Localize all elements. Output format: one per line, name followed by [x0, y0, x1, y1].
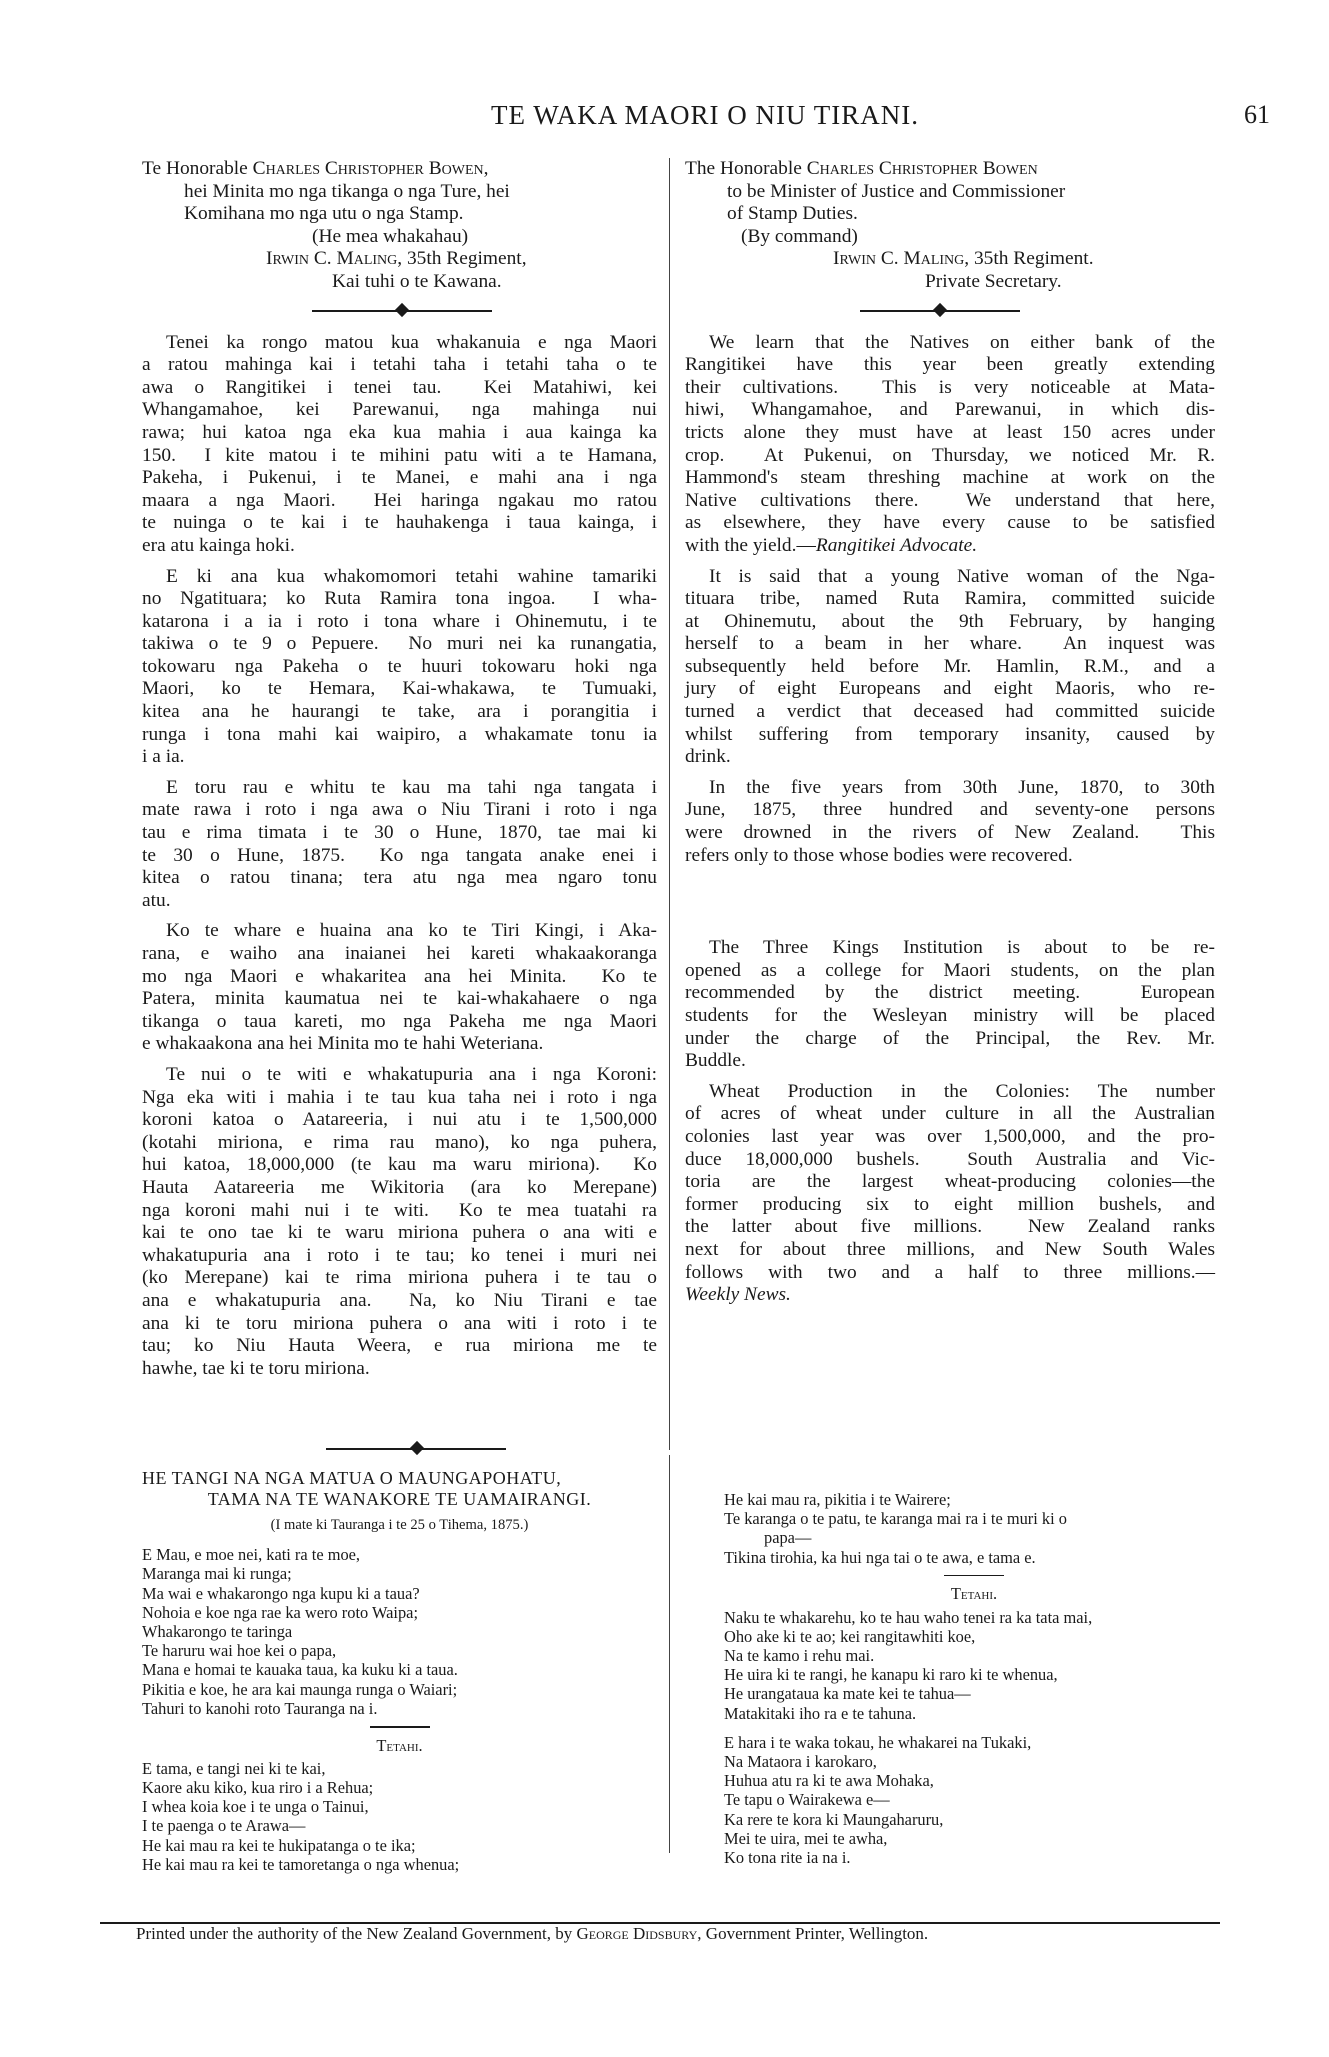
paragraph-line: Maori, ko te Hemara, Kai-whakawa, te Tumuaki,	[142, 678, 657, 700]
notice-name: Charles Christopher Bowen	[806, 158, 1038, 179]
notice-prefix: The Honorable	[685, 158, 807, 179]
paragraph-line: In the five years from 30th June, 1870, to 30th	[709, 776, 1215, 798]
paragraph-line: jury of eight Europeans and eight Maoris, who re-	[685, 678, 1215, 700]
right-paragraphs	[685, 332, 1215, 1307]
paragraph-line: nga koroni mahi nui i te witi. Ko te mea tuatahi ra	[142, 1199, 657, 1221]
short-rule	[370, 1726, 430, 1728]
column-divider-bottom	[669, 1455, 670, 1853]
paragraph-line: Nga eka witi i mahia i te tau kua taha nei i roto i nga	[142, 1086, 657, 1108]
poem-line: Tikina tirohia, ka hui nga tai o te awa, e tama e.	[724, 1547, 1036, 1567]
paragraph-line: awa o Rangitikei i tenei tau. Kei Matahiwi, kei	[142, 376, 657, 398]
paragraph-line: Native cultivations there. We understand that here,	[685, 489, 1215, 511]
notice-line: to be Minister of Justice and Commissioner	[727, 180, 1066, 202]
paragraph-line: subsequently held before Mr. Hamlin, R.M., and a	[685, 655, 1215, 677]
poem-line: Te tapu o Wairakewa e—	[724, 1790, 890, 1810]
notice-line: Komihana mo nga utu o nga Stamp.	[184, 203, 464, 225]
poem-line: I te paenga o te Arawa—	[142, 1816, 306, 1836]
paragraph-line: opened as a college for Maori students, on the plan	[685, 959, 1215, 981]
paragraph	[142, 1064, 657, 1380]
paragraph-line: Ko te whare e huaina ana ko te Tiri Kingi, i Aka-	[166, 920, 657, 942]
paragraph-line: Pakeha, i Pukenui, i te Manei, e mahi ana i nga	[142, 467, 657, 489]
paragraph-line: (ko Merepane) kai te rima miriona puhera i te tau o	[142, 1267, 657, 1289]
paragraph-text: with the yield.—	[685, 534, 816, 556]
paragraph-line: hawhe, tae ki te toru miriona.	[142, 1357, 370, 1379]
paragraph-line: hui katoa, 18,000,000 (te kau ma waru miriona). Ko	[142, 1154, 657, 1176]
left-notice	[142, 158, 657, 294]
paragraph	[685, 937, 1215, 1073]
paragraph-line: Hauta Aatareeria me Wikitoria (ara ko Merepane)	[142, 1176, 657, 1198]
paragraph-line: te 30 o Hune, 1875. Ko nga tangata anake enei i	[142, 844, 657, 866]
notice-signature-title: Kai tuhi o te Kawana.	[332, 270, 502, 292]
paragraph-line: katarona i a ia i roto i tona whare i Ohinemutu, i te	[142, 610, 657, 632]
poem-line: E hara i te waka tokau, he whakarei na Tukaki,	[724, 1732, 1032, 1752]
imprint-prefix: Printed under the authority of the New Zealand Government, by	[136, 1924, 577, 1943]
paragraph-line: tau e rima timata i te 30 o Hune, 1870, tae mai ki	[142, 822, 657, 844]
signature-rank: 35th Regiment.	[969, 248, 1094, 270]
paragraph-line: students for the Wesleyan ministry will be placed	[685, 1005, 1215, 1026]
paragraph-line: recommended by the district meeting. European	[685, 982, 1215, 1004]
diamond-icon	[933, 302, 947, 316]
poem-line: E tama, e tangi nei ki te kai,	[142, 1758, 326, 1778]
paragraph	[142, 920, 657, 1056]
poem-title-line: HE TANGI NA NGA MATUA O MAUNGAPOHATU,	[142, 1468, 562, 1488]
poem-line: Te karanga o te patu, te karanga mai ra i te muri ki o	[724, 1509, 1067, 1529]
poem-line: Oho ake ki te ao; kei rangitawhiti koe,	[724, 1626, 976, 1646]
paragraph-line: Rangitikei have this year been greatly extending	[685, 354, 1215, 376]
left-paragraphs	[142, 332, 657, 1381]
paragraph-line	[685, 535, 1215, 558]
poem-line: Tahuri to kanohi roto Tauranga na i.	[142, 1698, 378, 1718]
paragraph-line: next for about three millions, and New South Wales	[685, 1238, 1215, 1260]
poem-line: Na te kamo i rehu mai.	[724, 1645, 875, 1665]
paragraph-line: June, 1875, three hundred and seventy-one persons	[685, 799, 1215, 821]
paragraph-line: turned a verdict that deceased had committed suicide	[685, 701, 1215, 723]
stanza-heading: Tetahi.	[376, 1735, 423, 1755]
paragraph-line: toria are the largest wheat-producing colonies—the	[685, 1171, 1215, 1193]
paragraph-line: whilst suffering from temporary insanity, caused by	[685, 723, 1215, 745]
notice-signature	[142, 248, 657, 271]
paragraph-line: era atu kainga hoki.	[142, 534, 295, 556]
poem-line: Te haruru wai hoe kei o papa,	[142, 1641, 337, 1661]
paragraph-line: kai te ono tae ki te waru miriona puhera o ana witi e	[142, 1222, 657, 1244]
paragraph-line: whakatupuria ana i roto i te tau; ko tenei i muri nei	[142, 1244, 657, 1266]
paragraph-line: Whangamahoe, kei Parewanui, nga mahinga nui	[142, 399, 657, 421]
paragraph-line: duce 18,000,000 bushels. South Australia and Vic-	[685, 1148, 1215, 1170]
poem-line: Naku te whakarehu, ko te hau waho tenei ra ka tata mai,	[724, 1607, 1093, 1627]
paragraph-line: mo nga Maori e whakaritea ana hei Minita. Ko te	[142, 965, 657, 987]
paragraph-line: E toru rau e whitu te kau ma tahi nga tangata i	[166, 776, 657, 798]
paragraph-line: hiwi, Whangamahoe, and Parewanui, in which dis-	[685, 399, 1215, 421]
paragraph-line: Buddle.	[685, 1050, 746, 1072]
paragraph	[685, 566, 1215, 769]
imprint-suffix: Government Printer, Wellington.	[701, 1924, 929, 1943]
signature-rank: 35th Regiment,	[402, 248, 527, 270]
paragraph-line: as elsewhere, they have every cause to be satisfied	[685, 512, 1215, 534]
poem-stanza-4	[724, 1733, 1224, 1867]
paragraph-line: former producing six to eight million bushels, and	[685, 1193, 1215, 1215]
signature-name: Irwin C. Maling,	[833, 248, 970, 270]
paragraph-line: no Ngatituara; ko Ruta Ramira tona ingoa. I wha-	[142, 588, 657, 610]
paragraph	[142, 332, 657, 558]
stanza-heading: Tetahi.	[950, 1584, 998, 1604]
notice-prefix: Te Honorable	[142, 158, 253, 179]
right-notice	[685, 158, 1215, 294]
paragraph-line: at Ohinemutu, about the 9th February, by hanging	[685, 610, 1215, 632]
notice-line	[685, 158, 1215, 181]
paragraph-line: refers only to those whose bodies were recovered.	[685, 844, 1073, 866]
page-number: 61	[1244, 100, 1270, 129]
poem-line: Pikitia e koe, he ara kai maunga runga o Waiari;	[142, 1679, 458, 1699]
paragraph-line: e whakaakona ana hei Minita mo te hahi Weteriana.	[142, 1033, 544, 1055]
paragraph-line: E ki ana kua whakomomori tetahi wahine tamariki	[166, 565, 657, 587]
paragraph	[685, 777, 1215, 867]
notice-line: (He mea whakahau)	[312, 225, 469, 247]
poem-line: Matakitaki iho ra e te tahuna.	[724, 1703, 917, 1723]
poem-line: Kaore aku kiko, kua riro i a Rehua;	[142, 1777, 374, 1797]
paragraph-line: koroni katoa o Aatareeria, i nui atu i te 1,500,000	[142, 1109, 657, 1131]
paragraph-line: ana e whakatupuria ana. Na, ko Niu Tirani e tae	[142, 1289, 657, 1311]
paragraph-line: ana ki te toru miriona puhera o ana witi i roto i te	[142, 1312, 657, 1334]
source-credit: Rangitikei Advocate.	[815, 534, 978, 556]
poem-stanza-2	[142, 1759, 657, 1874]
paragraph-line: crop. At Pukenui, on Thursday, we noticed Mr. R.	[685, 444, 1215, 466]
paragraph-line: Patera, minita kaumatua nei te kai-whakahaere o nga	[142, 988, 657, 1010]
column-divider-top	[669, 158, 670, 1450]
poem-line: I whea koia koe i te unga o Tainui,	[142, 1797, 369, 1817]
paragraph-line: tokowaru nga Pakeha o te huuri tokowaru hoki nga	[142, 655, 657, 677]
poem-line: Whakarongo te taringa	[142, 1622, 293, 1642]
paragraph-line: Hammond's steam threshing machine at work on the	[685, 467, 1215, 489]
poem-line: Ma wai e whakarongo nga kupu ki a taua?	[142, 1583, 420, 1603]
diamond-icon	[410, 1441, 424, 1455]
paragraph-line: tricts alone they must have at least 150 acres under	[685, 421, 1215, 443]
paragraph-line: Tenei ka rongo matou kua whakanuia e nga Maori	[166, 331, 657, 353]
stanza-gap	[724, 1723, 1224, 1733]
poem-title	[142, 1468, 657, 1510]
paragraph	[142, 777, 657, 913]
notice-signature-title: Private Secretary.	[925, 270, 1062, 292]
poem-line: He uira ki te rangi, he kanapu ki raro ki te whenua,	[724, 1665, 1058, 1685]
diamond-icon	[395, 302, 409, 316]
section-ornament	[142, 1438, 657, 1460]
paragraph	[685, 1081, 1215, 1307]
paragraph-line: rana, e waiho ana inaianei hei kareti whakaakoranga	[142, 943, 657, 964]
paragraph-line: colonies last year was over 1,500,000, and the pro-	[685, 1125, 1215, 1147]
paragraph-line	[685, 1284, 1215, 1307]
left-column	[142, 158, 657, 1388]
paragraph-line: kitea ana he haurangi te take, ara i porangitia i	[142, 701, 657, 723]
short-rule	[944, 1575, 1004, 1577]
paragraph-line: takiwa o te 9 o Pepuere. No muri nei ka runangatia,	[142, 633, 657, 655]
running-title: TE WAKA MAORI O NIU TIRANI.	[491, 100, 919, 130]
running-head	[140, 100, 1270, 140]
notice-signature	[685, 248, 1215, 271]
paragraph-line: tau; ko Niu Hauta Weera, e rua miriona me te	[142, 1335, 657, 1357]
section-ornament	[142, 300, 657, 322]
poem-line: Nohoia e koe nga rae ka wero roto Waipa;	[142, 1602, 418, 1622]
printer-name: George Didsbury,	[576, 1924, 702, 1943]
paragraph-line: runga i tona mahi kai waipiro, a whakamate tonu ia	[142, 723, 657, 745]
notice-line: (By command)	[741, 225, 858, 247]
poem-stanza-2-continued	[724, 1490, 1224, 1528]
notice-name: Charles Christopher Bowen,	[252, 158, 489, 179]
paragraph-line: Wheat Production in the Colonies: The number	[709, 1080, 1215, 1102]
paragraph-line: Te nui o te witi e whakatupuria ana i nga Koroni:	[166, 1063, 657, 1085]
paragraph-line: tikanga o taua kareti, mo nga Pakeha me nga Maori	[142, 1010, 657, 1032]
paragraph-line: It is said that a young Native woman of the Nga-	[709, 565, 1215, 587]
poem-line: E Mau, e moe nei, kati ra te moe,	[142, 1545, 361, 1565]
paragraph-line: We learn that the Natives on either bank of the	[709, 331, 1215, 353]
paragraph-line: follows with two and a half to three millions.—	[685, 1261, 1215, 1283]
paragraph-line: drink.	[685, 746, 731, 768]
section-gap	[685, 875, 1215, 937]
paragraph-line: i a ia.	[142, 746, 185, 768]
poem-line: Na Mataora i karokaro,	[724, 1751, 877, 1771]
paragraph-line: The Three Kings Institution is about to be re-	[709, 937, 1215, 959]
poem-line: He urangataua ka mate kei te tahua—	[724, 1684, 971, 1704]
paragraph	[142, 566, 657, 769]
poem-line: He kai mau ra kei te hukipatanga o te ika;	[142, 1835, 416, 1855]
paragraph-line: (kotahi miriona, e rima rau mano), ko nga puhera,	[142, 1131, 657, 1153]
source-credit: Weekly News.	[685, 1284, 791, 1306]
poem-left	[142, 1468, 657, 1874]
poem-line: He kai mau ra kei te tamoretanga o nga whenua;	[142, 1854, 460, 1874]
signature-name: Irwin C. Maling,	[266, 248, 403, 270]
paragraph	[685, 332, 1215, 558]
poem-line: Ka rere te kora ki Maungaharuru,	[724, 1809, 944, 1829]
poem-right	[724, 1490, 1224, 1867]
poem-stanza-3	[724, 1608, 1224, 1723]
poem-stanza-1	[142, 1545, 657, 1718]
paragraph-line: kitea o ratou tinana; tera atu nga mea ngaro tonu	[142, 867, 657, 889]
poem-line: Mana e homai te kauaka taua, ka kuku ki a taua.	[142, 1660, 458, 1680]
poem-line: He kai mau ra, pikitia i te Wairere;	[724, 1490, 951, 1509]
paragraph-line: te nuinga o te kai i te hauhakenga i taua kainga, i	[142, 512, 657, 534]
poem-title-line: TAMA NA TE WANAKORE TE UAMAIRANGI.	[207, 1489, 592, 1509]
notice-line: hei Minita mo nga tikanga o nga Ture, hei	[184, 180, 510, 202]
paragraph-line: of acres of wheat under culture in all the Australian	[685, 1103, 1215, 1125]
notice-line	[142, 158, 657, 181]
paragraph-line: a ratou mahinga kai i tetahi taha i tetahi taha o te	[142, 354, 657, 376]
notice-line: of Stamp Duties.	[727, 203, 858, 225]
poem-note: (I mate ki Tauranga i te 25 o Tihema, 1875.)	[270, 1517, 529, 1533]
paragraph-line: herself to a beam in her whare. An inquest was	[685, 633, 1215, 655]
poem-line: Maranga mai ki runga;	[142, 1564, 292, 1584]
section-ornament	[685, 300, 1215, 322]
paragraph-line: under the charge of the Principal, the Rev. Mr.	[685, 1027, 1215, 1049]
imprint-footer	[136, 1924, 1236, 1944]
paragraph-line: were drowned in the rivers of New Zealand. This	[685, 822, 1215, 844]
paragraph-line: atu.	[142, 889, 171, 911]
poem-line: Ko tona rite ia na i.	[724, 1847, 851, 1867]
paragraph-line: mate rawa i roto i nga awa o Niu Tirani i roto i nga	[142, 799, 657, 821]
paragraph-line: 150. I kite matou i te mihini patu witi a te Hamana,	[142, 444, 657, 466]
paragraph-line: the latter about five millions. New Zealand ranks	[685, 1216, 1215, 1238]
poem-line: Mei te uira, mei te awha,	[724, 1828, 888, 1848]
paragraph-line: rawa; hui katoa nga eka kua mahia i aua kainga ka	[142, 421, 657, 443]
poem-line-wrap: papa—	[764, 1528, 812, 1548]
poem-line: Huhua atu ra ki te awa Mohaka,	[724, 1771, 934, 1791]
paragraph-line: tituara tribe, named Ruta Ramira, committed suicide	[685, 588, 1215, 610]
right-column	[685, 158, 1215, 1315]
paragraph-line: their cultivations. This is very noticeable at Mata-	[685, 376, 1215, 398]
paragraph-line: maara a nga Maori. Hei haringa ngakau mo ratou	[142, 489, 657, 511]
